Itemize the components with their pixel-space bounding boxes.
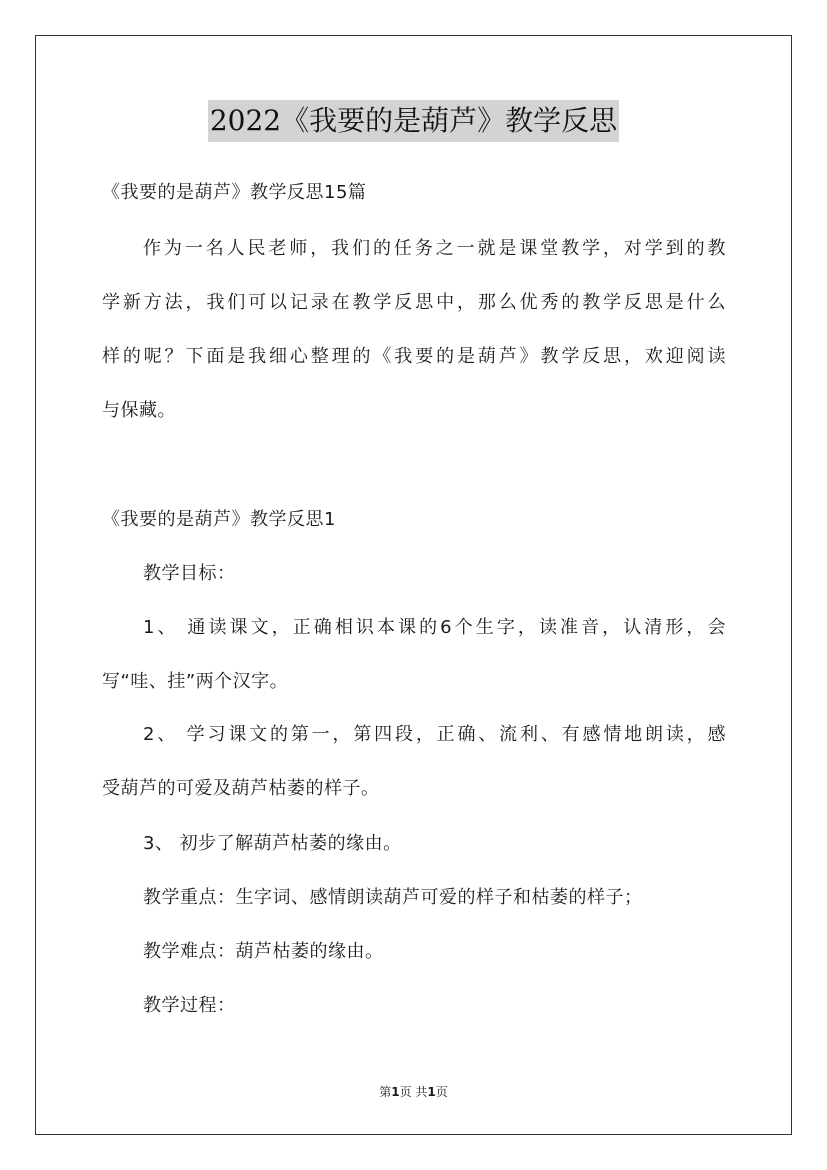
subtitle: 《我要的是葫芦》教学反思15篇 <box>102 182 367 203</box>
document-title: 2022《我要的是葫芦》教学反思 <box>208 100 619 142</box>
intro-line-2: 学新方法，我们可以记录在教学反思中，那么优秀的教学反思是什么 <box>102 292 726 313</box>
intro-line-1: 作为一名人民老师，我们的任务之一就是课堂教学，对学到的教 <box>143 238 726 259</box>
title-container <box>0 100 827 142</box>
goal-1-line-1: 1、 通读课文，正确相识本课的6个生字，读准音，认清形，会 <box>143 617 726 638</box>
goal-3: 3、 初步了解葫芦枯萎的缘由。 <box>143 833 402 854</box>
intro-line-4: 与保藏。 <box>102 400 176 421</box>
goal-1-line-2: 写“哇、挂”两个汉字。 <box>102 671 289 692</box>
footer-suffix: 页 <box>435 1085 448 1099</box>
goal-2-line-1: 2、 学习课文的第一，第四段，正确、流利、有感情地朗读，感 <box>143 724 726 745</box>
goals-label: 教学目标： <box>143 563 236 584</box>
difficulty: 教学难点：葫芦枯萎的缘由。 <box>143 941 384 962</box>
footer-mid: 页 共 <box>399 1085 428 1099</box>
goal-2-line-2: 受葫芦的可爱及葫芦枯萎的样子。 <box>102 778 380 799</box>
section-heading: 《我要的是葫芦》教学反思1 <box>102 509 336 530</box>
intro-line-3: 样的呢？下面是我细心整理的《我要的是葫芦》教学反思，欢迎阅读 <box>102 346 726 367</box>
footer-prefix: 第 <box>379 1085 392 1099</box>
page-footer <box>0 1084 827 1100</box>
footer-total-pages: 1 <box>427 1085 436 1099</box>
footer-current-page: 1 <box>391 1085 400 1099</box>
process-label: 教学过程： <box>143 995 236 1016</box>
key-points: 教学重点：生字词、感情朗读葫芦可爱的样子和枯萎的样子； <box>143 887 643 908</box>
